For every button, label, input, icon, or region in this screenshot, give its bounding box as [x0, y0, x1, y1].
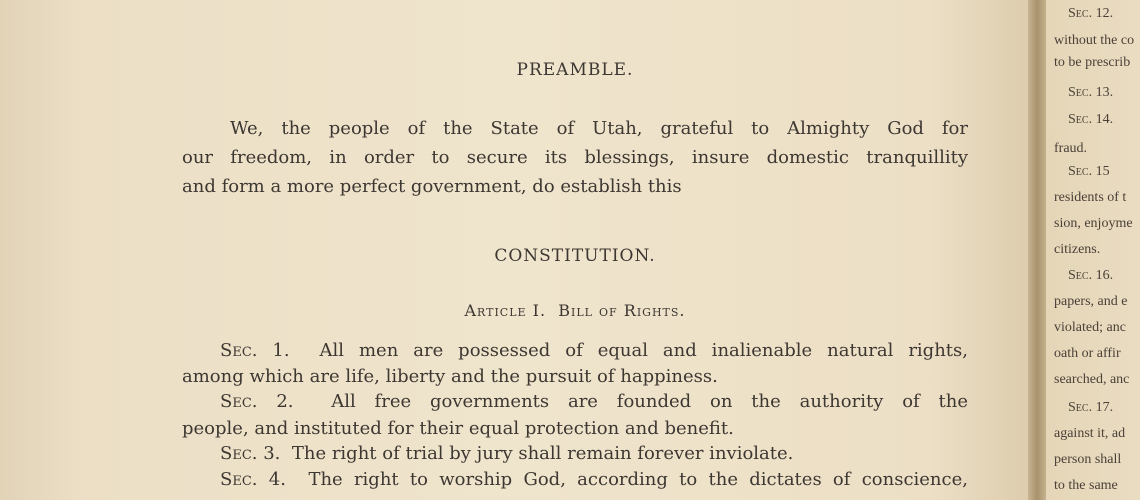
section-2-line-2: people, and instituted for their equal protection and benefit. — [182, 418, 734, 439]
right-line: Sec. 12. — [1068, 6, 1114, 21]
section-3-text: The right of trial by jury shall remain forever inviolate. — [291, 443, 794, 464]
right-line: against it, ad — [1054, 426, 1126, 441]
right-line: violated; anc — [1054, 320, 1126, 335]
right-line: citizens. — [1054, 242, 1101, 257]
right-line: Sec. 17. — [1068, 400, 1114, 415]
constitution-title: CONSTITUTION. — [494, 246, 656, 266]
section-1-line-2: among which are life, liberty and the pursuit of happiness. — [182, 366, 718, 387]
right-line: fraud. — [1054, 141, 1088, 156]
right-line: searched, anc — [1054, 372, 1130, 387]
section-3-label: Sec. 3. — [220, 443, 281, 464]
article-heading — [182, 301, 968, 320]
right-line: without the co — [1054, 33, 1135, 48]
preamble-title: PREAMBLE. — [516, 60, 634, 80]
section-2-text: All free governments are founded on the authority of the — [331, 391, 969, 412]
preamble-line-2: our freedom, in order to secure its blessings, insure domestic tranquillity — [182, 147, 968, 168]
right-line: to be prescrib — [1054, 55, 1131, 70]
preamble-line-1: We, the people of the State of Utah, grateful to Almighty God for — [230, 118, 968, 139]
section-2-label: Sec. 2. — [220, 391, 294, 412]
right-page — [1046, 0, 1140, 500]
preamble-line-3: and form a more perfect government, do establish this — [182, 176, 682, 197]
right-line: Sec. 16. — [1068, 268, 1114, 283]
right-line: oath or affir — [1054, 346, 1121, 361]
right-line: Sec. 15 — [1068, 164, 1110, 179]
right-line: to the same — [1054, 478, 1118, 493]
right-line: residents of t — [1054, 190, 1127, 205]
book-gutter — [1028, 0, 1048, 500]
article-title: Bill of Rights. — [558, 301, 686, 320]
right-line: Sec. 14. — [1068, 112, 1114, 127]
right-line: papers, and e — [1054, 294, 1128, 309]
section-4-label: Sec. 4. — [220, 469, 286, 490]
section-3-line-1 — [182, 443, 968, 464]
section-4-text: The right to worship God, according to the dictates of conscience, — [308, 469, 968, 490]
section-1-line-1 — [182, 340, 968, 361]
right-line: person shall — [1054, 452, 1122, 467]
section-1-text: All men are possessed of equal and inalienable natural rights, — [319, 340, 968, 361]
section-2-line-1 — [182, 391, 968, 412]
section-4-line-1 — [182, 469, 968, 490]
article-number: Article I. — [464, 301, 547, 320]
right-line: Sec. 13. — [1068, 85, 1114, 100]
section-1-label: Sec. 1. — [220, 340, 290, 361]
right-line: sion, enjoyme — [1054, 216, 1133, 231]
